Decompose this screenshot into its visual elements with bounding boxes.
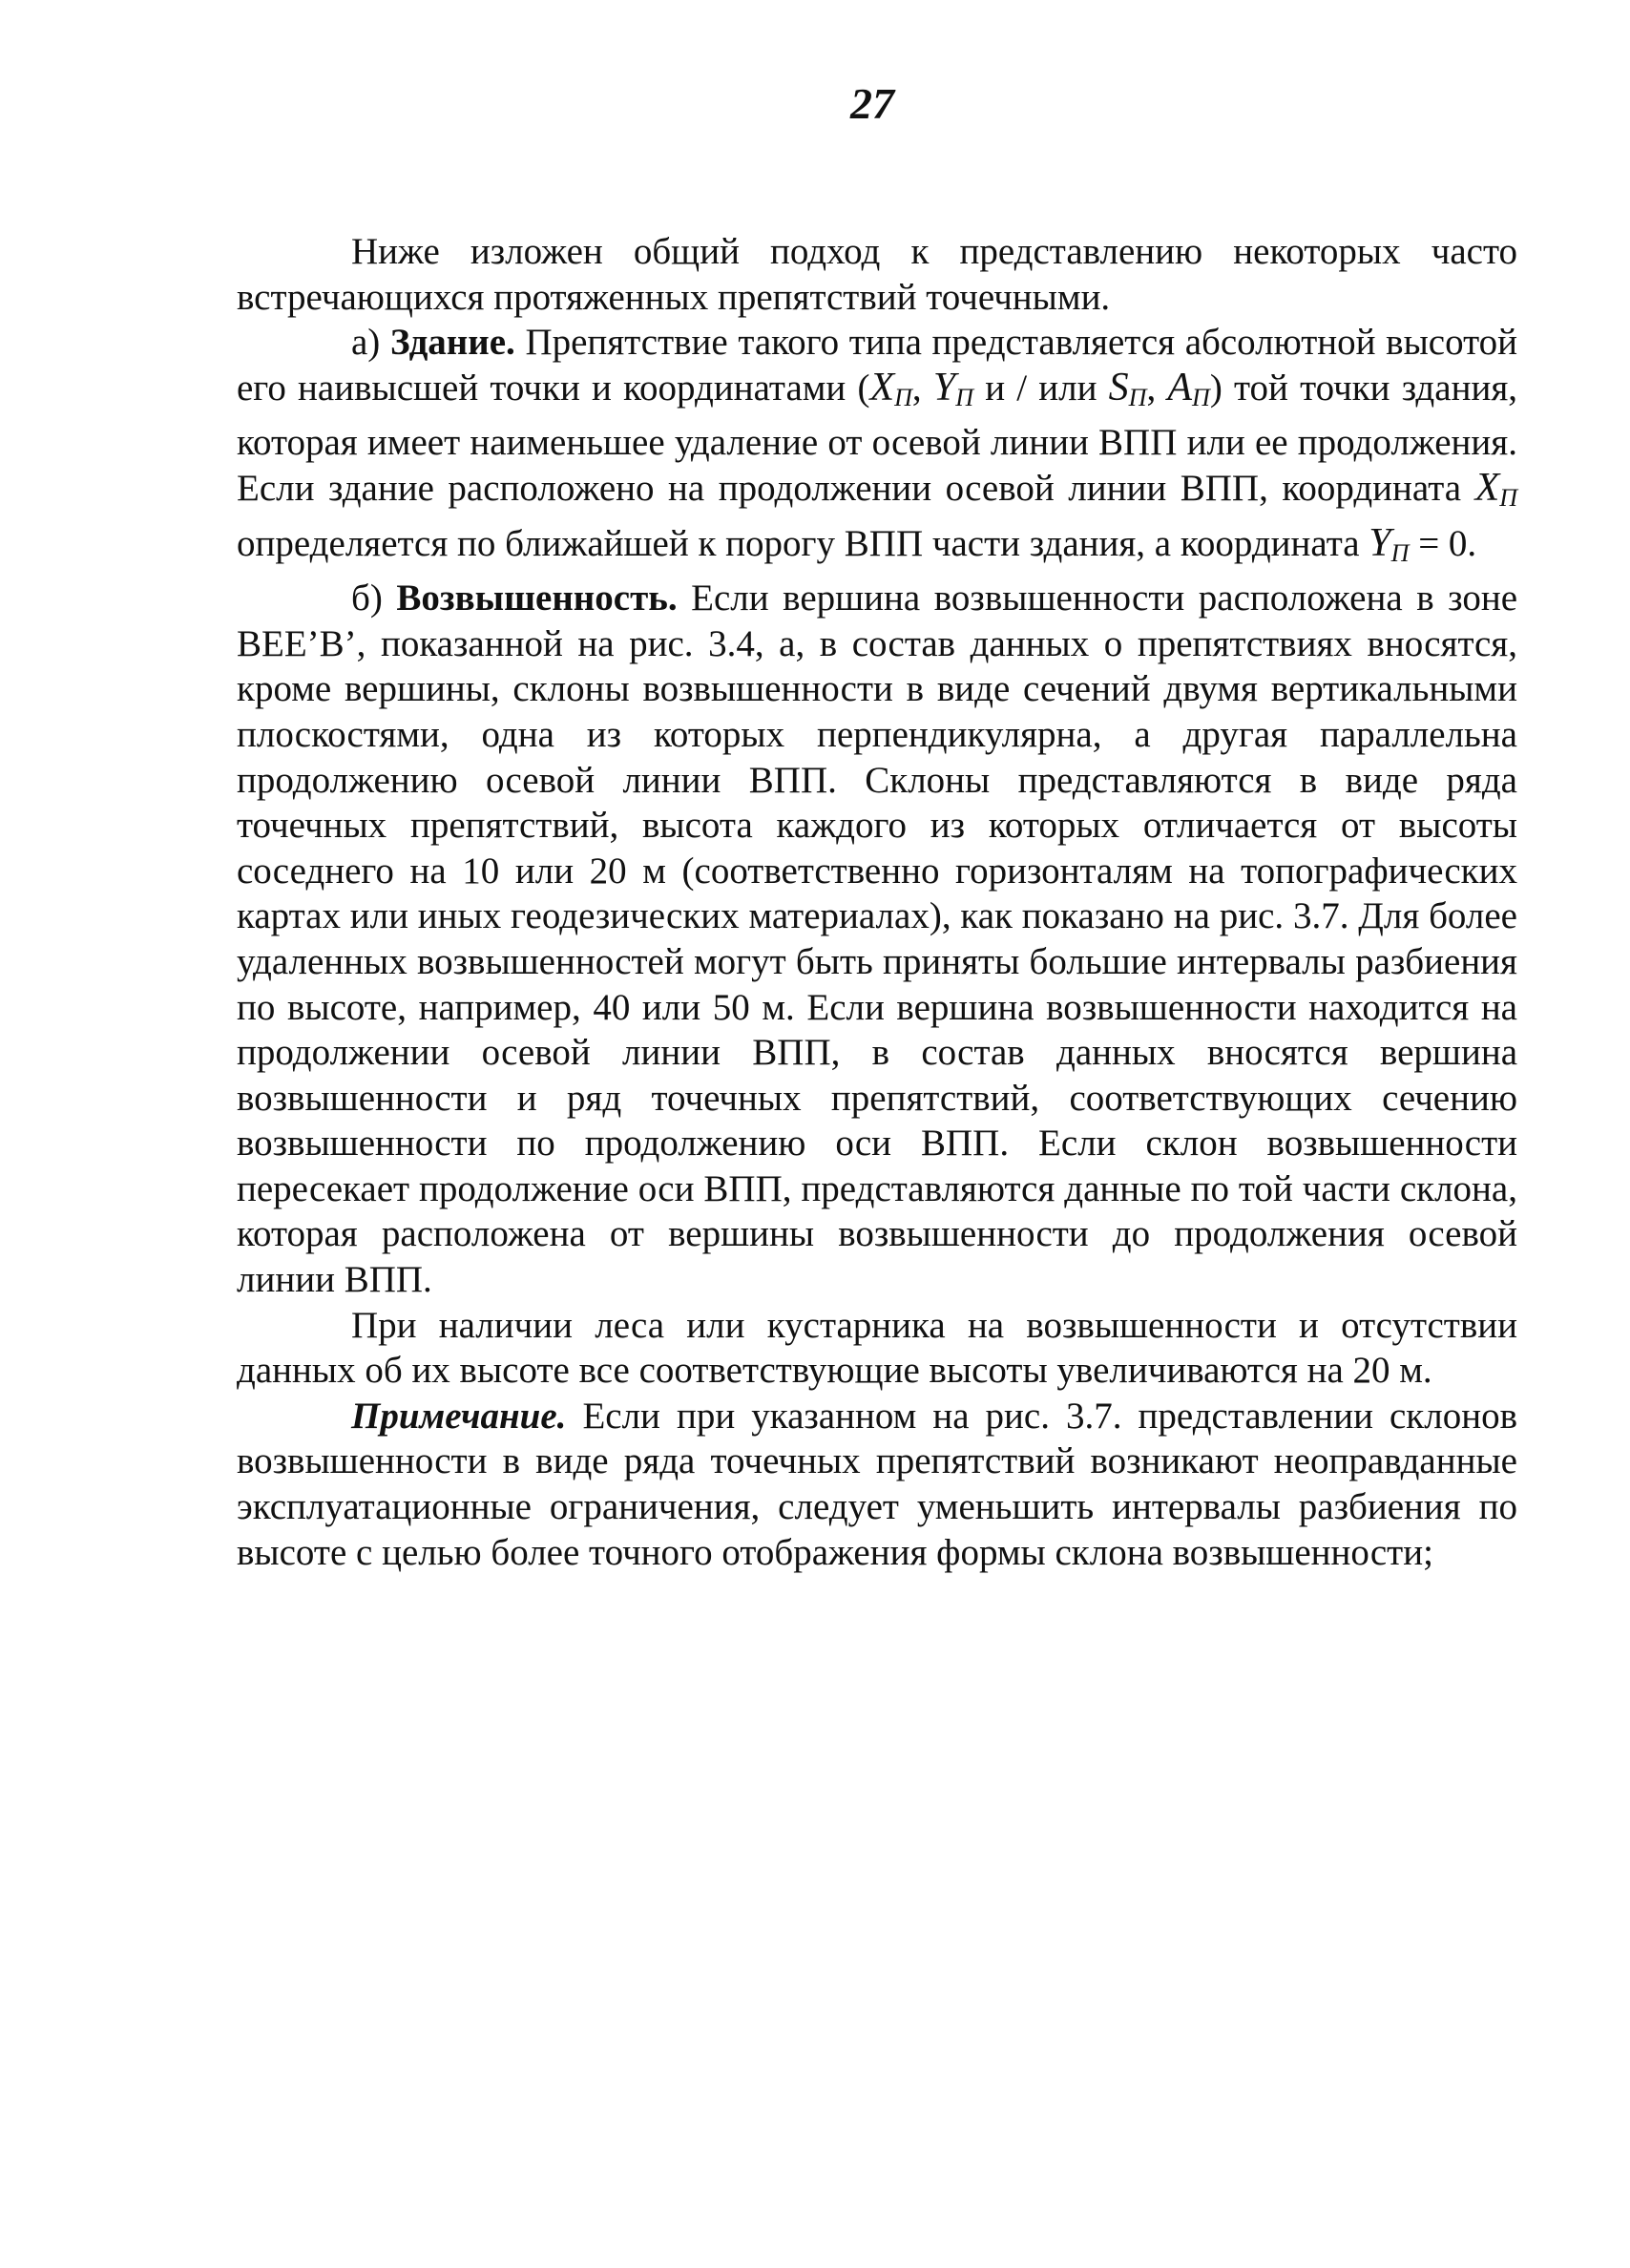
var-x: $X_П$	[869, 365, 912, 411]
item-a-text-4: = 0.	[1418, 522, 1477, 564]
item-a-text-1: Препятствие такого типа представляется абсолютной высотой его наивысшей точки и координатами (	[237, 322, 1517, 409]
item-a-paragraph: а) Здание. Препятствие такого типа представляется абсолютной высотой его наивысшей точки и координатами ($X_П$, $Y_П$ и / или $S_П$, $A_П$) той точки здания, которая имеет наименьшее удаление от осевой линии ВПП или ее продолжения. Если здание расположено на продолжении осевой линии ВПП, координата $X_П$ определяется по ближайшей к порогу ВПП части здания, а координата $Y_П = 0$.	[237, 322, 1518, 567]
and-or: и / или	[985, 367, 1097, 409]
var-a: $A_П$	[1167, 365, 1210, 411]
var-x-2: $X_П$	[1474, 465, 1517, 512]
document-body	[237, 229, 1517, 1575]
item-b-paragraph	[237, 576, 1517, 1303]
var-s: $S_П$	[1108, 365, 1147, 411]
item-a-lead: а)	[351, 322, 381, 364]
var-y: $Y_П$	[932, 365, 973, 411]
item-a-text-3: определяется по ближайшей к порогу ВПП части здания, а координата	[237, 522, 1360, 564]
item-b-text: Если вершина возвышенности расположена в зоне ВЕЕ’В’, показанной на рис. 3.4, а, в состав данных о препятствиях вносятся, кроме вершины, склоны возвышенности в виде сечений двумя вертикальными плоскостями, одна из которых перпендикулярна, а другая параллельна продолжению осевой линии ВПП. Склоны представляются в виде ряда точечных препятствий, высота каждого из которых отличается от высоты соседнего на 10 или 20 м (соответственно горизонталям на топографических картах или иных геодезических материалах), как показано на рис. 3.7. Для более удаленных возвышенностей могут быть приняты большие интервалы разбиения по высоте, например, 40 или 50 м. Если вершина возвышенности находится на продолжении осевой линии ВПП, в состав данных вносятся вершина возвышенности и ряд точечных препятствий, соответствующих сечению возвышенности по продолжению оси ВПП. Если склон возвышенности пересекает продолжение оси ВПП, представляются данные по той части склона, которая расположена от вершины возвышенности до продолжения осевой линии ВПП.	[237, 578, 1518, 1301]
item-a-title: Здание.	[389, 322, 515, 364]
intro-text: Ниже изложен общий подход к представлению некоторых часто встречающихся протяженных препятствий точечными.	[237, 231, 1517, 318]
forest-text: При наличии леса или кустарника на возвышенности и отсутствии данных об их высоте все соответствующие высоты увеличиваются на 20 м.	[237, 1304, 1517, 1392]
note-text: Если при указанном на рис. 3.7. представлении склонов возвышенности в виде ряда точечных препятствий возникают неоправданные эксплуатационные ограничения, следует уменьшить интервалы разбиения по высоте с целью более точного отображения формы склона возвышенности;	[237, 1395, 1517, 1573]
item-a-text-2: той точки здания, которая имеет наименьшее удаление от осевой линии ВПП или ее продолжения. Если здание расположено на продолжении осевой линии ВПП, координата	[237, 367, 1518, 509]
note-title: Примечание.	[351, 1395, 567, 1437]
intro-paragraph	[237, 229, 1517, 320]
item-b-title: Возвышенность.	[396, 578, 678, 620]
var-y-2: $Y_П$	[1369, 520, 1410, 567]
page-number: 27	[850, 79, 894, 128]
note-paragraph	[237, 1394, 1517, 1575]
forest-paragraph	[237, 1303, 1517, 1394]
item-b-lead: б)	[351, 578, 383, 620]
